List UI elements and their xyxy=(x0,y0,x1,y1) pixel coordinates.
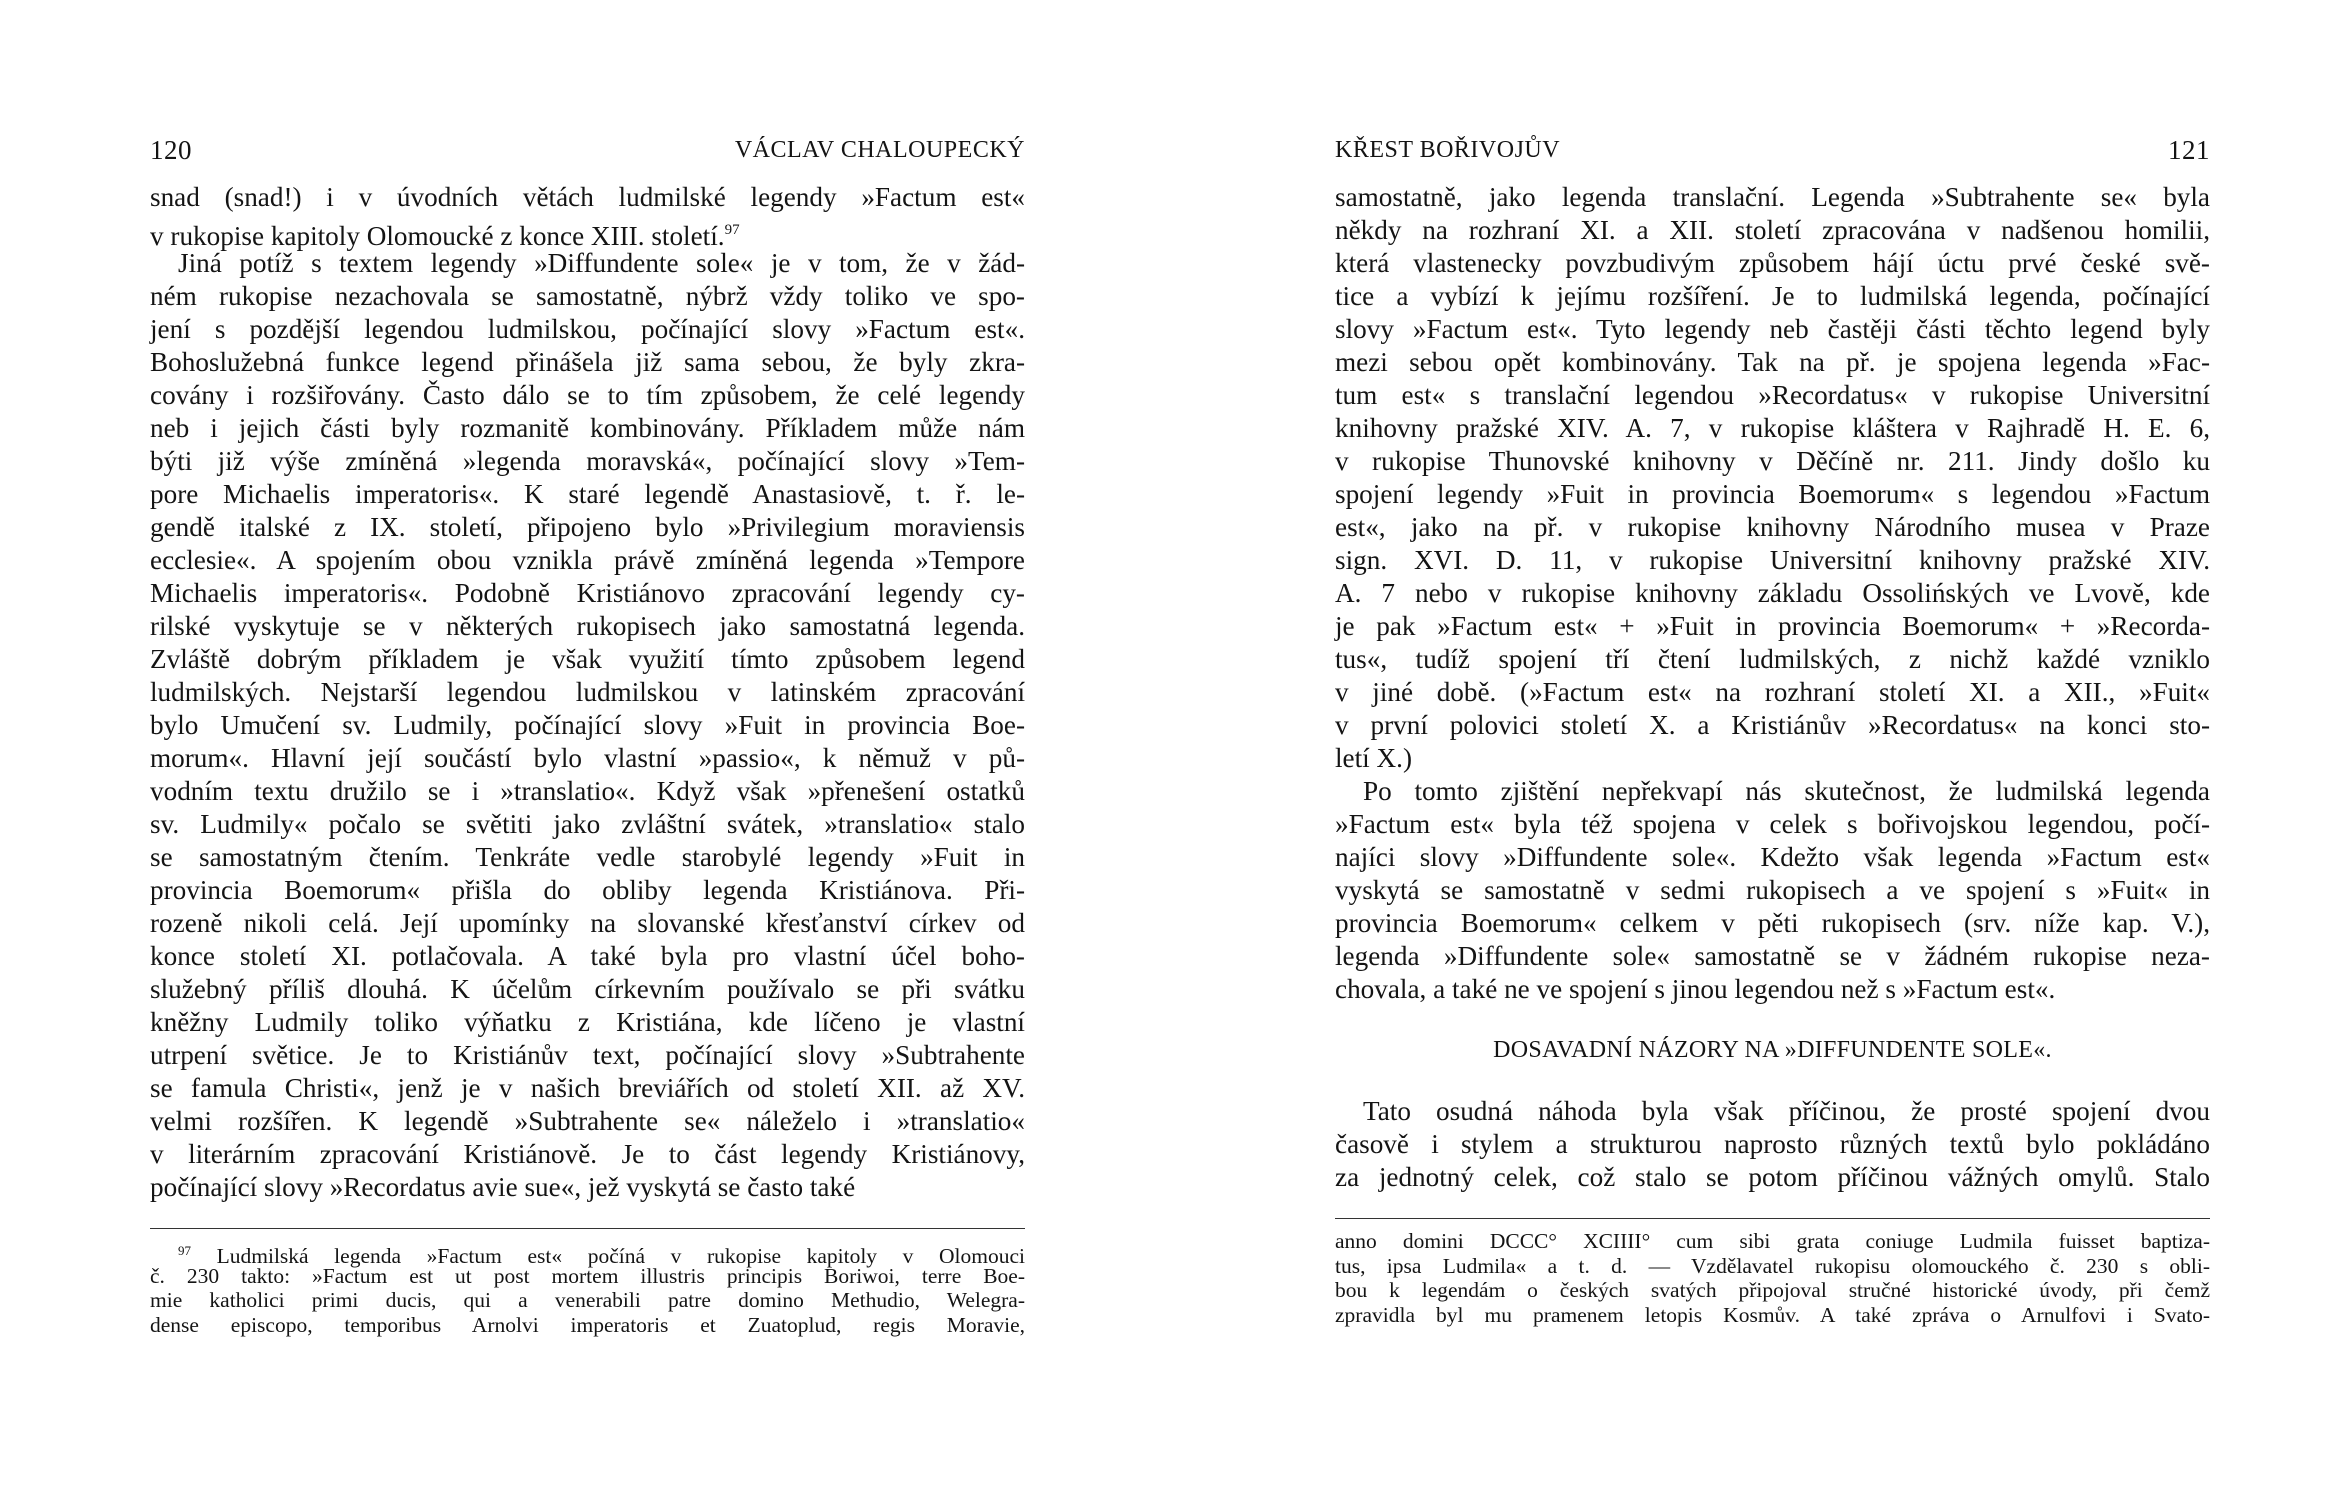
right-body-text xyxy=(1335,181,2210,1006)
footnote-marker: 97 xyxy=(724,222,740,238)
text-line: konce století XI. potlačovala. A také byla pro vlastní účel boho- xyxy=(150,941,1025,971)
text-line: Bohoslužebná funkce legend přinášela již sama sebou, že byly zkra- xyxy=(150,347,1025,377)
text-line: samostatně, jako legenda translační. Legenda »Subtrahente se« byla xyxy=(1335,182,2210,212)
footnote-line: bou k legendám o českých svatých připojoval stručné historické úvody, při čemž xyxy=(1335,1278,2210,1302)
running-title: KŘEST BOŘIVOJŮV xyxy=(1335,137,1561,163)
text-line: covány i rozšiřovány. Často dálo se to tím způsobem, že celé legendy xyxy=(150,380,1025,410)
text-line: v první polovici století X. a Kristiánův »Recordatus« na konci sto- xyxy=(1335,710,2210,740)
text-line: mezi sebou opět kombinovány. Tak na př. je spojena legenda »Fac- xyxy=(1335,347,2210,377)
text-line: tice a vybízí k jejímu rozšíření. Je to ludmilská legenda, počínající xyxy=(1335,281,2210,311)
right-page xyxy=(1335,135,2210,1327)
text-line: »Factum est« byla též spojena v celek s bořivojskou legendou, počí- xyxy=(1335,809,2210,839)
text-line: tum est« s translační legendou »Recordatus« v rukopise Universitní xyxy=(1335,380,2210,410)
text-line: utrpení světice. Je to Kristiánův text, počínající slovy »Subtrahente xyxy=(150,1040,1025,1070)
footnote-line: č. 230 takto: »Factum est ut post mortem illustris principis Boriwoi, terre Boe- xyxy=(150,1263,1025,1288)
text-line: bylo Umučení sv. Ludmily, počínající slovy »Fuit in provincia Boe- xyxy=(150,710,1025,740)
footnote-rule xyxy=(150,1228,1025,1229)
text-line: ném rukopise nezachovala se samostatně, nýbrž vždy toliko ve spo- xyxy=(150,281,1025,311)
text-line: najíci slovy »Diffundente sole«. Kdežto však legenda »Factum est« xyxy=(1335,842,2210,872)
text-line: slovy »Factum est«. Tyto legendy neb častěji části těchto legend byly xyxy=(1335,314,2210,344)
right-body-text-continued xyxy=(1335,1095,2210,1194)
text-line: morum«. Hlavní její součástí bylo vlastní »passio«, k němuž v pů- xyxy=(150,743,1025,773)
footnote-marker: 97 xyxy=(178,1243,191,1258)
text-line: rilské vyskytuje se v některých rukopisech jako samostatná legenda. xyxy=(150,611,1025,641)
text-line: letí X.) xyxy=(1335,743,1413,773)
text-line: časově i stylem a strukturou naprosto různých textů bylo pokládáno xyxy=(1335,1129,2210,1159)
footnote-line: dense episcopo, temporibus Arnolvi imperatoris et Zuatoplud, regis Moravie, xyxy=(150,1312,1025,1337)
text-line: kněžny Ludmily toliko výňatku z Kristiána, kde líčeno je vlastní xyxy=(150,1007,1025,1037)
text-line: jení s pozdější legendou ludmilskou, počínající slovy »Factum est«. xyxy=(150,314,1025,344)
left-footnotes xyxy=(150,1239,1025,1337)
text-line: spojení legendy »Fuit in provincia Boemorum« s legendou »Factum xyxy=(1335,479,2210,509)
page-number: 120 xyxy=(150,135,192,165)
left-running-head xyxy=(150,135,1025,175)
text-line: est«, jako na př. v rukopise knihovny Národního musea v Praze xyxy=(1335,512,2210,542)
text-line: někdy na rozhraní XI. a XII. století zpracována v nadšenou homilii, xyxy=(1335,215,2210,245)
left-body-text xyxy=(150,181,1025,1204)
text-line: počínající slovy »Recordatus avie sue«, jež vyskytá se často také xyxy=(150,1172,856,1202)
text-line: ludmilských. Nejstarší legendou ludmilskou v latinském zpracování xyxy=(150,677,1025,707)
right-running-head xyxy=(1335,135,2210,175)
footnote-line: $^{97}$ Ludmilská legenda »Factum est« počíná v rukopise kapitoly v Olomouci xyxy=(178,1243,1026,1268)
text-line: vodním textu družilo se i »translatio«. Když však »přenešení ostatků xyxy=(150,776,1025,806)
text-line: tus«, tudíž spojení tří čtení ludmilských, z nichž každé vzniklo xyxy=(1335,644,2210,674)
text-line: Zvláště dobrým příkladem je však využití tímto způsobem legend xyxy=(150,644,1025,674)
text-line: legenda »Diffundente sole« samostatně se v žádném rukopise neza- xyxy=(1335,941,2210,971)
text-line: A. 7 nebo v rukopise knihovny základu Ossolińských ve Lvově, kde xyxy=(1335,578,2210,608)
text-line: Michaelis imperatoris«. Podobně Kristiánovo zpracování legendy cy- xyxy=(150,578,1025,608)
text-line: Jiná potíž s textem legendy »Diffundente sole« je v tom, že v žád- xyxy=(178,248,1025,278)
text-line: se samostatným čtením. Tenkráte vedle starobylé legendy »Fuit in xyxy=(150,842,1025,872)
page-number: 121 xyxy=(2168,135,2210,165)
text-line: Tato osudná náhoda byla však příčinou, že prosté spojení dvou xyxy=(1363,1096,2210,1126)
footnote-rule xyxy=(1335,1218,2210,1219)
right-footnotes xyxy=(1335,1229,2210,1327)
running-title: VÁCLAV CHALOUPECKÝ xyxy=(734,137,1025,163)
text-line: býti již výše zmíněná »legenda moravská«, počínající slovy »Tem- xyxy=(150,446,1025,476)
footnote-line: mie katholici primi ducis, qui a venerabili patre domino Methudio, Welegra- xyxy=(150,1288,1025,1312)
text-line: v literárním zpracování Kristiánově. Je to část legendy Kristiánovy, xyxy=(150,1139,1025,1169)
text-line: ecclesie«. A spojením obou vznikla právě zmíněná legenda »Tempore xyxy=(150,545,1025,575)
text-line: chovala, a také ne ve spojení s jinou legendou než s »Factum est«. xyxy=(1335,974,2056,1004)
section-heading: DOSAVADNÍ NÁZORY NA »DIFFUNDENTE SOLE«. xyxy=(1493,1037,2052,1063)
text-line: snad (snad!) i v úvodních větách ludmilské legendy »Factum est« xyxy=(150,182,1025,212)
text-line: sv. Ludmily« počalo se světiti jako zvláštní svátek, »translatio« stalo xyxy=(150,809,1025,839)
text-line: knihovny pražské XIV. A. 7, v rukopise kláštera v Rajhradě H. E. 6, xyxy=(1335,413,2210,443)
text-line: za jednotný celek, což stalo se potom příčinou vážných omylů. Stalo xyxy=(1335,1162,2210,1192)
text-line: provincia Boemorum« přišla do obliby legenda Kristiánova. Při- xyxy=(150,875,1025,905)
text-line: rozeně nikoli celá. Její upomínky na slovanské křesťanství církev od xyxy=(150,908,1025,938)
text-line: Po tomto zjištění nepřekvapí nás skutečnost, že ludmilská legenda xyxy=(1363,776,2210,806)
text-line: sign. XVI. D. 11, v rukopise Universitní knihovny pražské XIV. xyxy=(1335,545,2210,575)
footnote-line: anno domini DCCC° XCIIII° cum sibi grata coniuge Ludmila fuisset baptiza- xyxy=(1335,1229,2210,1253)
text-line: v rukopise Thunovské knihovny v Děčíně nr. 211. Jindy došlo ku xyxy=(1335,446,2210,476)
text-line: je pak »Factum est« + »Fuit in provincia Boemorum« + »Recorda- xyxy=(1335,611,2210,641)
text-line: neb i jejich části byly rozmanitě kombinovány. Příkladem může nám xyxy=(150,413,1025,443)
footnote-line: tus, ipsa Ludmila« a t. d. — Vzdělavatel rukopisu olomouckého č. 230 s obli- xyxy=(1335,1253,2210,1278)
footnote-line: zpravidla byl mu pramenem letopis Kosmův. A také zpráva o Arnulfovi i Svato- xyxy=(1335,1302,2210,1327)
text-line: provincia Boemorum« celkem v pěti rukopisech (srv. níže kap. V.), xyxy=(1335,908,2210,938)
text-line: velmi rozšířen. K legendě »Subtrahente se« náleželo i »translatio« xyxy=(150,1106,1025,1136)
left-page xyxy=(150,135,1025,1337)
text-line: služebný příliš dlouhá. K účelům církevním používalo se při svátku xyxy=(150,974,1025,1004)
text-line: gendě italské z IX. století, připojeno bylo »Privilegium moraviensis xyxy=(150,512,1025,542)
text-line: vyskytá se samostatně v sedmi rukopisech a ve spojení s »Fuit« in xyxy=(1335,875,2210,905)
text-line: která vlastenecky povzbudivým způsobem hájí úctu prvé české svě- xyxy=(1335,248,2210,278)
text-line: v rukopise kapitoly Olomoucké z konce XIII. století.$^{97}$ xyxy=(150,221,740,251)
text-line: pore Michaelis imperatoris«. K staré legendě Anastasiově, t. ř. le- xyxy=(150,479,1025,509)
text-line: v jiné době. (»Factum est« na rozhraní století XI. a XII., »Fuit« xyxy=(1335,677,2210,707)
text-line: se famula Christi«, jenž je v našich breviářích od století XII. až XV. xyxy=(150,1073,1025,1103)
